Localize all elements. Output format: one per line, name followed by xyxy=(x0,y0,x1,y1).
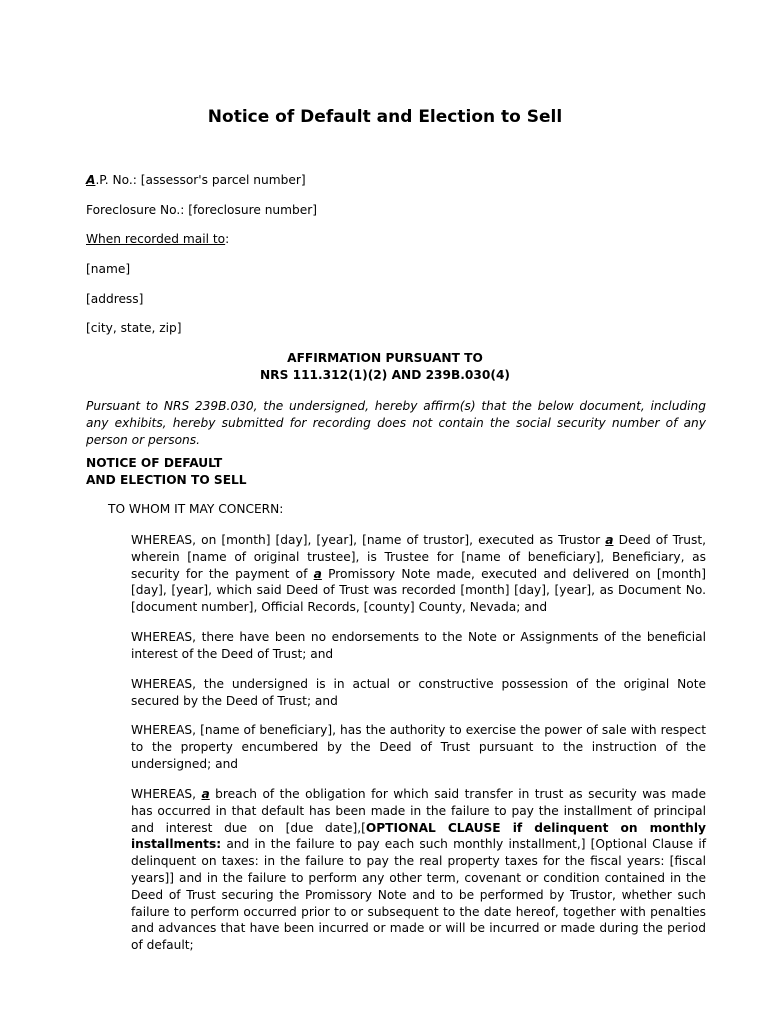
affirmation-statement: Pursuant to NRS 239B.030, the undersigned, hereby affirm(s) that the below document, including any exhibits, hereby submitted for recording does not contain the social security number of any person or persons. xyxy=(86,399,706,447)
document-title: Notice of Default and Election to Sell xyxy=(207,107,563,127)
notice-heading-line1: NOTICE OF DEFAULT xyxy=(86,456,223,470)
whereas-paragraph-4: WHEREAS, [name of beneficiary], has the authority to exercise the power of sale with respect to the property encumbered by the Deed of Trust pursuant to the instruction of the undersigned; and xyxy=(131,723,706,771)
city-line: [city, state, zip] xyxy=(86,321,182,335)
p1-mark-2: a xyxy=(313,566,322,581)
whereas-paragraph-3: WHEREAS, the undersigned is in actual or constructive possession of the original Note secured by the Deed of Trust; and xyxy=(131,677,706,708)
mail-to-label: When recorded mail to xyxy=(86,232,226,246)
notice-heading xyxy=(86,455,247,489)
whereas-paragraph-2: WHEREAS, there have been no endorsements to the Note or Assignments of the beneficial interest of the Deed of Trust; and xyxy=(131,630,706,661)
address-line: [address] xyxy=(86,292,144,306)
foreclosure-number-line: Foreclosure No.: [foreclosure number] xyxy=(86,203,318,217)
p5-text-b: breach of the obligation for which said transfer in trust as security was made has occurred in that default has been made in the failure to pay the installment of principal and interest due on [due date],[ xyxy=(131,787,707,835)
p1-text-c: Promissory Note made, executed and delivered on [month] [day], [year], which said Deed of Trust was recorded [month] [day], [year], as Document No. [document number], Official Records, [county] County, Nevada; and xyxy=(131,566,706,615)
p1-text-b: Deed of Trust, wherein [name of original trustee], is Trustee for [name of beneficiary], Beneficiary, as security for the payment of xyxy=(131,533,706,581)
p1-text-a: WHEREAS, on [month] [day], [year], [name of trustor], executed as Trustor xyxy=(131,533,606,547)
mail-to-colon: : xyxy=(225,232,230,246)
affirmation-heading-line2: NRS 111.312(1)(2) AND 239B.030(4) xyxy=(259,368,510,382)
p5-mark: a xyxy=(201,787,210,801)
whereas-paragraph-1 xyxy=(131,532,706,616)
notice-heading-line2: AND ELECTION TO SELL xyxy=(86,472,247,487)
p1-mark-1: a xyxy=(605,533,614,547)
p5-text-c: and in the failure to pay each such monthly installment,] [Optional Clause if delinquent on taxes: in the failure to pay the real property taxes for the fiscal years: [fiscal years]] and in the failure to perform any other term, covenant or condition contained in the Deed of Trust securing the Promissory Note and to be performed by Trustor, whether such failure to perform occurred prior to or subsequent to the date hereof, together with penalties and advances that have been incurred or made or will be incurred or made during the period of default; xyxy=(131,837,706,953)
ap-number-text: .P. No.: [assessor's parcel number] xyxy=(95,173,306,187)
salutation: TO WHOM IT MAY CONCERN: xyxy=(108,502,284,516)
ap-number-line xyxy=(86,172,306,189)
affirmation-heading-line1: AFFIRMATION PURSUANT TO xyxy=(287,351,483,365)
name-line: [name] xyxy=(86,262,131,276)
p5-optional-clause: OPTIONAL CLAUSE if delinquent on monthly installments: xyxy=(131,820,706,852)
mail-to-line xyxy=(86,231,229,248)
p5-text-a: WHEREAS, xyxy=(131,787,202,801)
whereas-paragraph-5 xyxy=(131,786,706,954)
ap-initial: A xyxy=(86,173,96,187)
